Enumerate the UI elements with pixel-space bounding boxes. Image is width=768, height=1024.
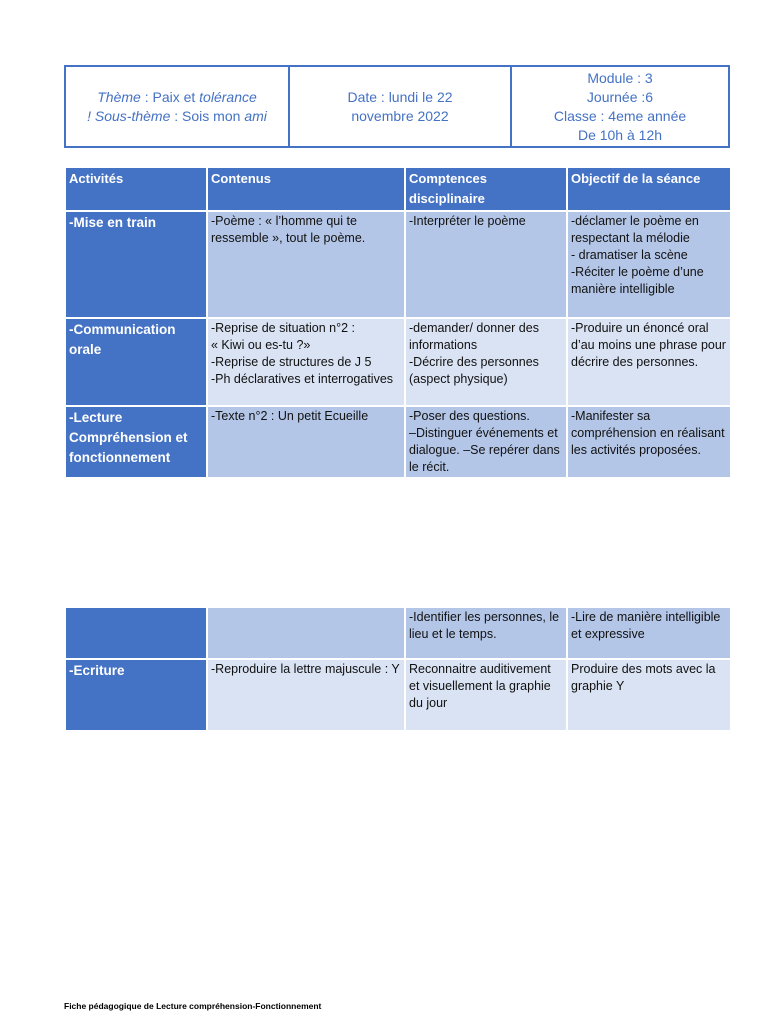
- activity-continued: [66, 608, 206, 658]
- activity-mise-en-train: -Mise en train: [66, 212, 206, 317]
- journee-label: Journée :6: [586, 88, 654, 105]
- competences-cell: -Poser des questions. –Distinguer événements et dialogue. –Se repérer dans le récit.: [406, 407, 566, 477]
- activity-communication-orale: -Communication orale: [66, 319, 206, 405]
- activity-lecture: -Lecture Compréhension et fonctionnement: [66, 407, 206, 477]
- table-row: [66, 212, 730, 317]
- date-cell: [288, 67, 510, 146]
- header-activites: Activités: [66, 168, 206, 210]
- objectif-cell: Produire des mots avec la graphie Y: [568, 660, 730, 730]
- date-line-1: Date : lundi le 22: [347, 88, 453, 105]
- activity-ecriture: -Ecriture: [66, 660, 206, 730]
- activities-table: [64, 166, 732, 479]
- competences-cell: Reconnaitre auditivement et visuellement la graphie du jour: [406, 660, 566, 730]
- theme-line: Thème : Paix et tolérance: [97, 88, 257, 105]
- objectif-cell: -Manifester sa compréhension en réalisant les activités proposées.: [568, 407, 730, 477]
- competences-cell: -demander/ donner des informations -Décrire des personnes (aspect physique): [406, 319, 566, 405]
- contenus-cell: -Poème : « l’homme qui te ressemble », tout le poème.: [208, 212, 404, 317]
- table-row: [66, 660, 730, 730]
- objectif-cell: -Produire un énoncé oral d’au moins une phrase pour décrire des personnes.: [568, 319, 730, 405]
- table-row: [66, 608, 730, 658]
- activities-table-continued: [64, 606, 732, 732]
- sous-theme-line: ! Sous-thème : Sois mon ami: [87, 107, 267, 124]
- header-objectif: Objectif de la séance: [568, 168, 730, 210]
- page-footer: Fiche pédagogique de Lecture compréhension-Fonctionnement: [64, 1001, 322, 1011]
- date-line-2: novembre 2022: [351, 107, 449, 124]
- table-row: [66, 407, 730, 477]
- objectif-cell: -déclamer le poème en respectant la mélodie - dramatiser la scène -Réciter le poème d’une manière intelligible: [568, 212, 730, 317]
- session-header-box: [64, 65, 730, 148]
- contenus-cell: -Reproduire la lettre majuscule : Y: [208, 660, 404, 730]
- contenus-cell: -Reprise de situation n°2 : « Kiwi ou es-tu ?» -Reprise de structures de J 5 -Ph déclaratives et interrogatives: [208, 319, 404, 405]
- contenus-cell: [208, 608, 404, 658]
- module-cell: [510, 67, 728, 146]
- module-label: Module : 3: [587, 69, 653, 86]
- theme-cell: [66, 67, 288, 146]
- header-contenus: Contenus: [208, 168, 404, 210]
- competences-cell: -Identifier les personnes, le lieu et le temps.: [406, 608, 566, 658]
- competences-cell: -Interpréter le poème: [406, 212, 566, 317]
- objectif-cell: -Lire de manière intelligible et expressive: [568, 608, 730, 658]
- table-header-row: [66, 168, 730, 210]
- horaire-label: De 10h à 12h: [577, 126, 663, 143]
- header-competences: Comptences disciplinaire: [406, 168, 566, 210]
- table-row: [66, 319, 730, 405]
- contenus-cell: -Texte n°2 : Un petit Ecueille: [208, 407, 404, 477]
- classe-label: Classe : 4eme année: [553, 107, 687, 124]
